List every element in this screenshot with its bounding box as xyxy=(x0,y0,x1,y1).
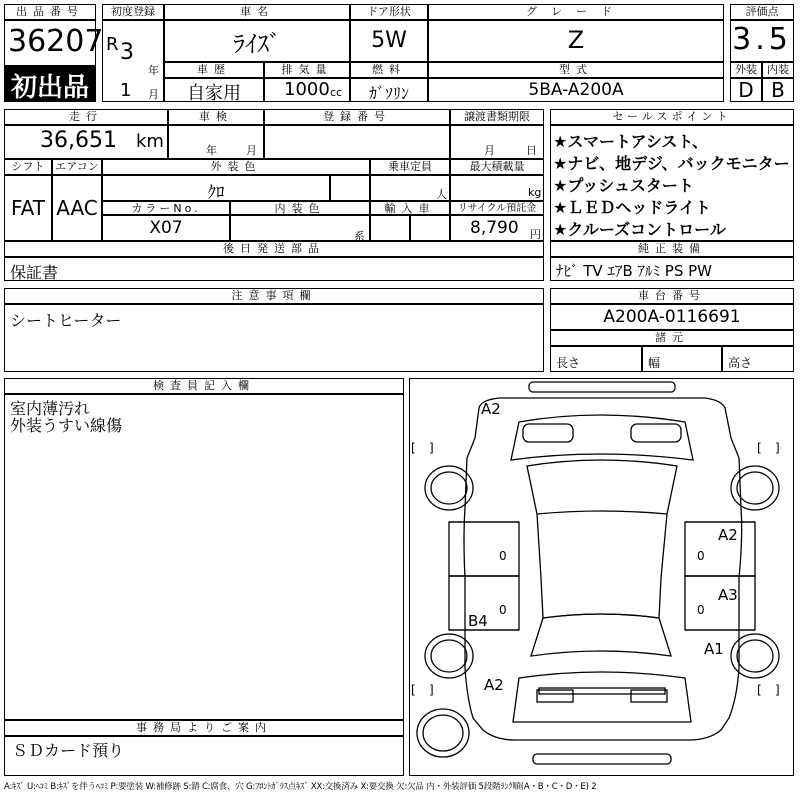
fuel-header: 燃料 xyxy=(350,62,428,78)
spare-tire-inner xyxy=(423,715,463,751)
svg-text:]: ] xyxy=(775,441,780,455)
era-label: R xyxy=(106,34,119,55)
reg-no-header: 登録番号 xyxy=(264,109,450,125)
inspector-line-2: 外装うすい線傷 xyxy=(10,416,123,435)
grade: Z xyxy=(567,26,585,54)
later-parts-header: 後日発送部品 xyxy=(4,241,544,257)
svg-text:0: 0 xyxy=(499,549,507,563)
wheel-rear-right-inner xyxy=(737,640,773,672)
rear-plate xyxy=(539,688,665,694)
import-box xyxy=(370,215,410,241)
interior-grade: B xyxy=(771,78,785,102)
damage-mark-right-rear-door: A3 xyxy=(718,586,738,604)
svg-text:[: [ xyxy=(411,683,416,697)
kg-unit: kg xyxy=(528,186,542,199)
windshield-left xyxy=(523,424,573,442)
yen-unit: 円 xyxy=(530,228,541,241)
shift: FAT xyxy=(10,196,45,220)
chassis-no: A200A-0116691 xyxy=(603,307,741,327)
car-name-header: 車名 xyxy=(164,4,350,20)
damage-mark-right-rear-fender: A1 xyxy=(704,640,724,658)
sales-point-5: ★クルーズコントロール xyxy=(553,220,726,239)
sales-point-2: ★ナビ、地デジ、バックモニター xyxy=(553,154,790,173)
svg-text:]: ] xyxy=(775,683,780,697)
sales-point-1: ★スマートアシスト、 xyxy=(553,132,708,151)
aircon: AAC xyxy=(56,196,98,220)
later-parts-box xyxy=(4,257,544,281)
exterior-grade: D xyxy=(738,78,754,102)
history-header: 車歴 xyxy=(164,62,264,78)
notes-header: 注意事項欄 xyxy=(4,288,544,304)
lot-no-header: 出品番号 xyxy=(4,4,96,20)
int-color-header: 内装色 xyxy=(230,201,370,215)
model-code: 5BA-A200A xyxy=(528,80,624,100)
reg-no-box xyxy=(264,125,450,159)
inspector-header: 検査員記入欄 xyxy=(4,378,404,394)
exterior-grade-header: 外装 xyxy=(730,62,762,78)
displacement-header: 排気量 xyxy=(264,62,350,78)
sales-point-3: ★プッシュスタート xyxy=(553,176,694,195)
svg-text:0: 0 xyxy=(697,549,705,563)
specs-header: 諸元 xyxy=(550,330,794,346)
chassis-no-header: 車台番号 xyxy=(550,288,794,304)
office-notice: ＳＤカード預り xyxy=(12,741,125,760)
left-front-door xyxy=(449,522,519,576)
svg-text:[: [ xyxy=(757,441,762,455)
svg-text:]: ] xyxy=(429,441,434,455)
wheel-front-right-inner xyxy=(737,472,773,504)
aircon-header: エアコン xyxy=(52,159,102,175)
mileage-header: 走行 xyxy=(4,109,168,125)
svg-text:0: 0 xyxy=(697,603,705,617)
door-header: ドア形状 xyxy=(350,4,428,20)
inspector-line-1: 室内薄汚れ xyxy=(10,399,91,418)
rear-lamp-left xyxy=(537,690,573,702)
genuine-equipment: ﾅﾋﾞ TV ｴｱB ｱﾙﾐ PS PW xyxy=(556,262,712,280)
car-damage-diagram xyxy=(409,378,794,776)
year-unit: 年 xyxy=(148,64,159,77)
damage-mark-left-rear-door: B4 xyxy=(468,612,488,630)
wheel-rear-left-inner xyxy=(431,640,467,672)
shift-header: シフト xyxy=(4,159,52,175)
sales-points-header: セールスポイント xyxy=(550,109,794,125)
windshield-right xyxy=(631,424,681,442)
fuel: ｶﾞｿﾘﾝ xyxy=(368,84,409,103)
damage-legend: A:ｷｽﾞ U:ﾍｺﾐ B:ｷｽﾞを伴うﾍｺﾐ P:要塗装 W:補修跡 S:錆 C:腐食、穴 G:ﾌﾛﾝﾄｶﾞﾗｽ点ｷｽﾞ XX:交換済み X:要交換 欠:欠品 内・外装評価 5段階ﾗﾝｸ順(A・B・C・D・E) 2 xyxy=(4,782,597,792)
car-name: ﾗｲｽﾞ xyxy=(233,30,281,58)
svg-text:]: ] xyxy=(429,683,434,697)
reg-year: 3 xyxy=(120,40,134,65)
person-unit: 人 xyxy=(436,188,447,201)
front-bumper-outline xyxy=(529,382,675,392)
height-label: 高さ xyxy=(728,356,753,370)
ext-color-aux-box xyxy=(330,175,370,201)
later-parts: 保証書 xyxy=(10,263,59,282)
cabin-outline xyxy=(527,460,677,618)
km-unit: km xyxy=(136,131,164,152)
ext-color: ｸﾛ xyxy=(207,183,225,203)
color-suffix: 系 xyxy=(354,230,365,243)
reg-month: 1 xyxy=(120,80,132,101)
office-notice-header: 事務局よりご案内 xyxy=(4,720,404,736)
sales-point-4: ★ＬＥＤヘッドライト xyxy=(553,198,711,217)
int-color-box xyxy=(230,215,370,241)
history: 自家用 xyxy=(187,83,241,104)
ext-color-header: 外装色 xyxy=(102,159,370,175)
spare-tire xyxy=(417,709,469,757)
displacement: 1000 xyxy=(284,79,330,100)
score-header: 評価点 xyxy=(730,4,794,20)
svg-text:[: [ xyxy=(411,441,416,455)
rear-outline xyxy=(513,672,691,722)
first-reg-header: 初度登録 xyxy=(102,4,164,20)
genuine-equipment-header: 純正装備 xyxy=(550,241,794,257)
interior-grade-header: 内装 xyxy=(762,62,794,78)
length-label: 長さ xyxy=(556,356,581,370)
import-header: 輸入車 xyxy=(370,201,450,215)
grade-header: グレード xyxy=(428,4,724,20)
damage-mark-rear-left: A2 xyxy=(484,676,504,694)
max-load-header: 最大積載量 xyxy=(450,159,544,175)
color-no: X07 xyxy=(149,218,183,238)
inspection-month-unit: 月 xyxy=(246,144,257,157)
width-label: 幅 xyxy=(648,356,661,370)
rear-lamp-right xyxy=(631,690,667,702)
deadline-day-unit: 日 xyxy=(526,144,537,157)
mileage: 36,651 xyxy=(40,128,117,153)
model-code-header: 型式 xyxy=(428,62,724,78)
damage-mark-top-left: A2 xyxy=(481,400,501,418)
month-unit: 月 xyxy=(148,88,159,101)
rear-window-outline xyxy=(531,614,671,656)
inspection-header: 車検 xyxy=(168,109,264,125)
inspection-year-unit: 年 xyxy=(206,144,217,157)
svg-text:[: [ xyxy=(757,683,762,697)
transfer-deadline-header: 譲渡書類期限 xyxy=(450,109,544,125)
roof-outline xyxy=(537,511,667,514)
damage-mark-right-front-door: A2 xyxy=(718,526,738,544)
recycle-header: リサイクル預託金 xyxy=(450,201,544,215)
recycle-fee: 8,790 xyxy=(470,218,519,238)
svg-text:0: 0 xyxy=(499,603,507,617)
door-type: 5W xyxy=(371,28,407,53)
score: 3.5 xyxy=(732,22,792,57)
lot-no: 36207 xyxy=(8,24,104,59)
notes: シートヒーター xyxy=(10,311,122,330)
rear-bumper-outline xyxy=(533,754,671,764)
first-listing-badge: 初出品 xyxy=(10,73,89,103)
capacity-header: 乗車定員 xyxy=(370,159,450,175)
color-no-header: カラーNo. xyxy=(102,201,230,215)
cc-unit: cc xyxy=(330,86,343,99)
inspector-box xyxy=(4,394,404,720)
body-outline xyxy=(464,398,742,740)
wheel-front-left-inner xyxy=(431,472,467,504)
import-aux-box xyxy=(410,215,450,241)
deadline-month-unit: 月 xyxy=(484,144,495,157)
hood-outline xyxy=(511,415,693,460)
